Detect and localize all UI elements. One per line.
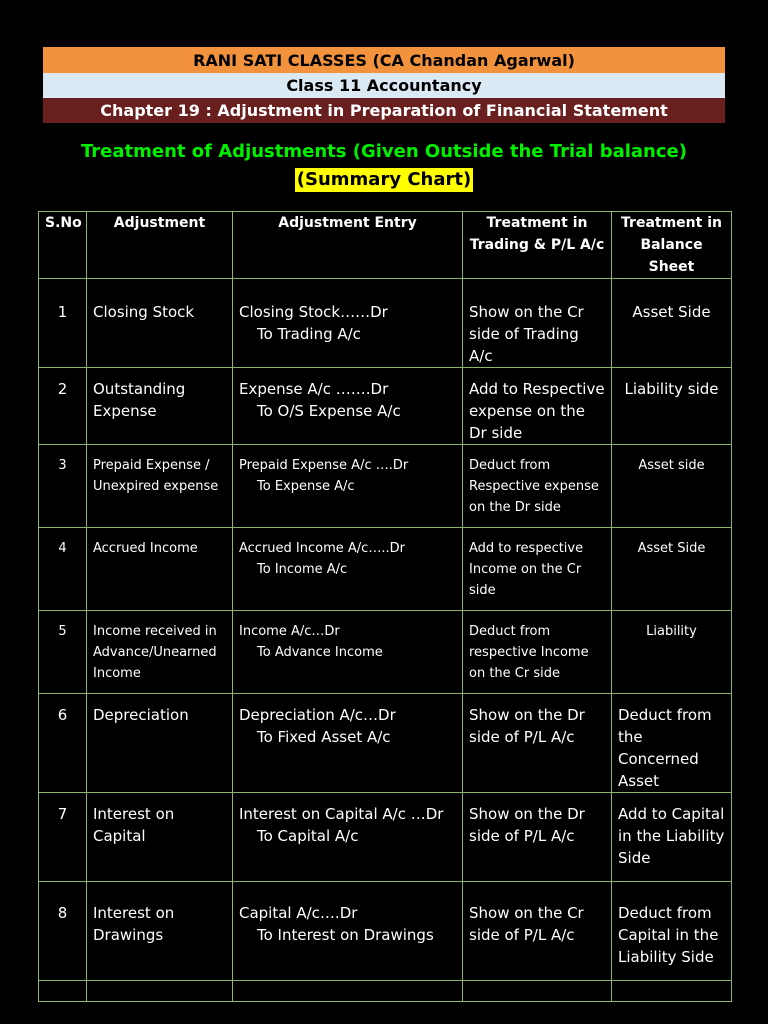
cell-trading: Show on the Dr side of P/L A/c (463, 694, 612, 793)
cell-balance: Deduct from Capital in the Liability Side (612, 882, 732, 981)
table-header-row (39, 212, 732, 279)
entry-credit: To Income A/c (257, 562, 348, 577)
cell-entry (233, 793, 463, 882)
entry-credit: To Capital A/c (257, 827, 359, 845)
entry-debit: Expense A/c …….Dr (239, 380, 389, 398)
header-sno: S.No (39, 212, 87, 279)
cell-entry (233, 279, 463, 368)
cell-adjustment: Depreciation (87, 694, 233, 793)
cell-adjustment: Closing Stock (87, 279, 233, 368)
header-adjustment: Adjustment (87, 212, 233, 279)
entry-credit: To O/S Expense A/c (257, 402, 401, 420)
table-row (39, 882, 732, 981)
entry-debit: Accrued Income A/c…..Dr (239, 541, 405, 556)
cell-trading: Deduct from Respective expense on the Dr side (463, 445, 612, 528)
cell-sno: 5 (39, 611, 87, 694)
page-title: Treatment of Adjustments (Given Outside the Trial balance) (81, 141, 687, 162)
cell-balance: Asset Side (612, 528, 732, 611)
cell-balance: Asset side (612, 445, 732, 528)
cell-sno: 8 (39, 882, 87, 981)
adjustments-table (38, 211, 732, 1002)
cell-sno: 6 (39, 694, 87, 793)
cell-sno: 3 (39, 445, 87, 528)
entry-debit: Capital A/c….Dr (239, 904, 358, 922)
header-entry: Adjustment Entry (233, 212, 463, 279)
table-row (39, 611, 732, 694)
header-institute: RANI SATI CLASSES (CA Chandan Agarwal) (43, 47, 725, 73)
cell-empty (463, 981, 612, 1002)
cell-trading: Add to Respective expense on the Dr side (463, 368, 612, 445)
cell-entry (233, 882, 463, 981)
cell-empty (39, 981, 87, 1002)
cell-balance: Asset Side (612, 279, 732, 368)
cell-balance: Add to Capital in the Liability Side (612, 793, 732, 882)
header-balance-line2: Balance Sheet (640, 237, 703, 275)
entry-credit: To Advance Income (257, 645, 383, 660)
cell-adjustment: Accrued Income (87, 528, 233, 611)
cell-adjustment: Income received in Advance/Unearned Income (87, 611, 233, 694)
cell-balance: Liability (612, 611, 732, 694)
header-balance (612, 212, 732, 279)
cell-entry (233, 694, 463, 793)
table-row (39, 445, 732, 528)
cell-adjustment: Interest on Drawings (87, 882, 233, 981)
cell-empty (87, 981, 233, 1002)
subtitle-wrap (0, 168, 768, 192)
cell-entry (233, 445, 463, 528)
cell-sno: 7 (39, 793, 87, 882)
cell-trading: Deduct from respective Income on the Cr side (463, 611, 612, 694)
header-balance-line1: Treatment in (621, 215, 722, 231)
entry-debit: Income A/c…Dr (239, 624, 340, 639)
page-subtitle: (Summary Chart) (296, 169, 472, 190)
entry-credit: To Trading A/c (257, 325, 361, 343)
cell-sno: 1 (39, 279, 87, 368)
table-row (39, 368, 732, 445)
cell-trading: Show on the Cr side of P/L A/c (463, 882, 612, 981)
cell-sno: 4 (39, 528, 87, 611)
header-trading-line2: Trading & P/L A/c (469, 237, 605, 253)
entry-debit: Interest on Capital A/c …Dr (239, 805, 444, 823)
cell-adjustment: Outstanding Expense (87, 368, 233, 445)
header-class: Class 11 Accountancy (43, 73, 725, 98)
cell-empty (612, 981, 732, 1002)
cell-sno: 2 (39, 368, 87, 445)
cell-adjustment: Interest on Capital (87, 793, 233, 882)
table-row (39, 793, 732, 882)
table-row (39, 279, 732, 368)
table-row-empty (39, 981, 732, 1002)
cell-trading: Show on the Dr side of P/L A/c (463, 793, 612, 882)
cell-adjustment: Prepaid Expense / Unexpired expense (87, 445, 233, 528)
table-row (39, 528, 732, 611)
table-row (39, 694, 732, 793)
entry-credit: To Interest on Drawings (257, 926, 434, 944)
header-chapter: Chapter 19 : Adjustment in Preparation of Financial Statement (43, 98, 725, 123)
entry-debit: Closing Stock……Dr (239, 303, 388, 321)
cell-balance: Deduct from the Concerned Asset (612, 694, 732, 793)
cell-balance: Liability side (612, 368, 732, 445)
cell-entry (233, 528, 463, 611)
header-trading (463, 212, 612, 279)
cell-trading: Add to respective Income on the Cr side (463, 528, 612, 611)
cell-entry (233, 611, 463, 694)
entry-debit: Prepaid Expense A/c ….Dr (239, 458, 409, 473)
cell-empty (233, 981, 463, 1002)
header-trading-line1: Treatment in (486, 215, 588, 231)
entry-credit: To Expense A/c (257, 479, 355, 494)
entry-credit: To Fixed Asset A/c (257, 728, 391, 746)
cell-entry (233, 368, 463, 445)
cell-trading: Show on the Cr side of Trading A/c (463, 279, 612, 368)
entry-debit: Depreciation A/c…Dr (239, 706, 396, 724)
